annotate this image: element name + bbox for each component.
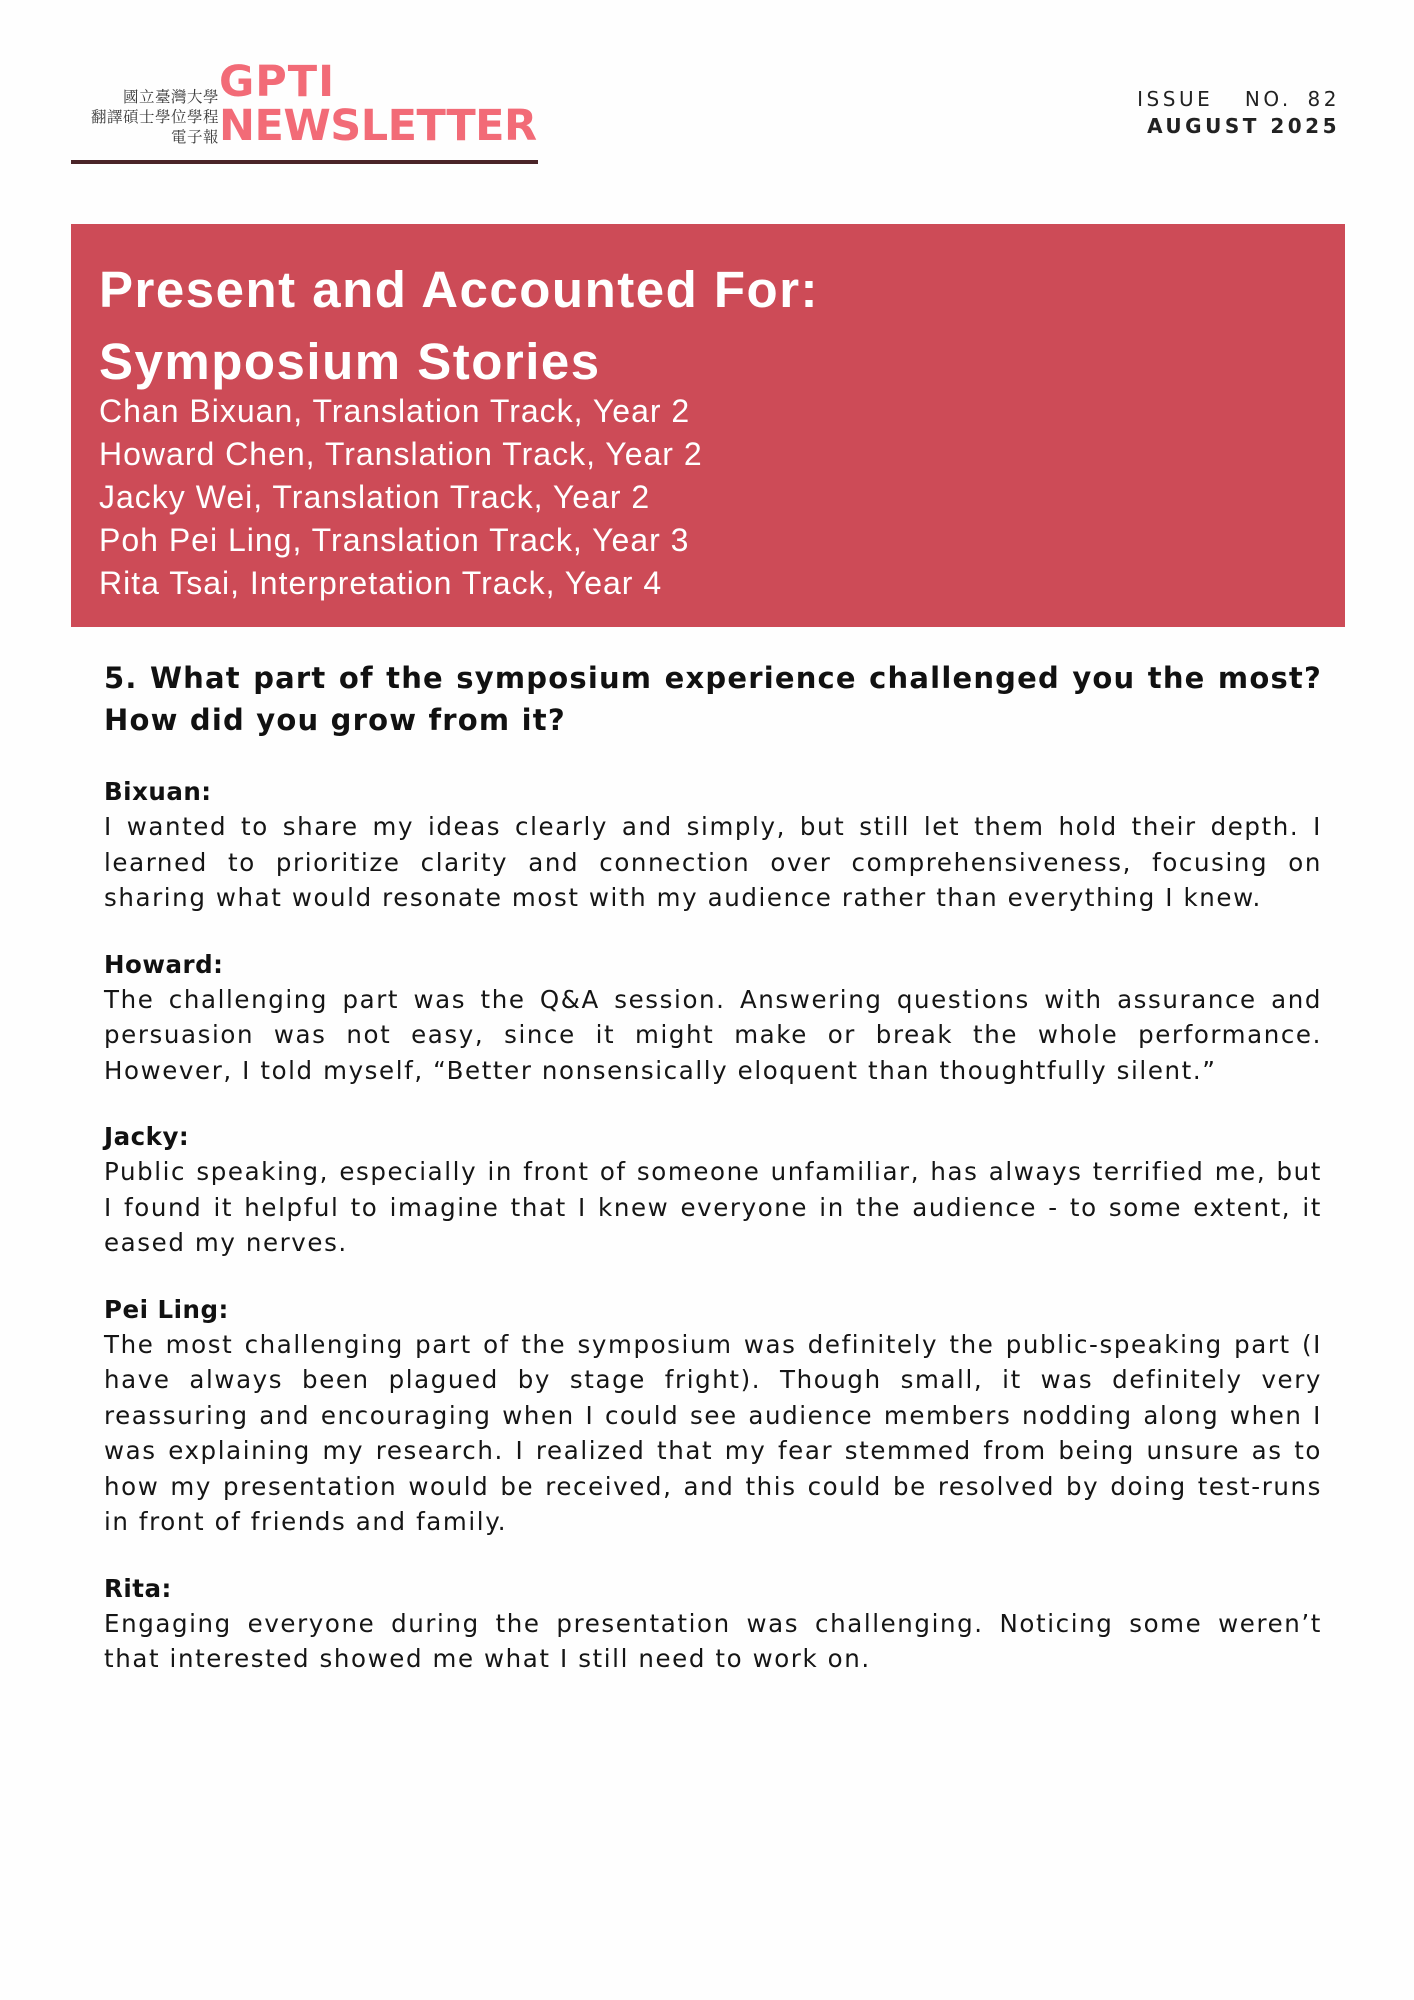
- answer-block: [104, 775, 1322, 916]
- program-name: 翻譯碩士學位學程: [90, 108, 219, 126]
- university-program-label: [71, 87, 219, 147]
- respondent-name: Howard:: [104, 949, 224, 979]
- answer-text: Engaging everyone during the presentation was challenging. Noticing some weren’t that interested showed me what I still need to work on.: [104, 1608, 1322, 1673]
- publication-type: 電子報: [170, 128, 219, 146]
- contributor-item: Poh Pei Ling, Translation Track, Year 3: [99, 522, 690, 558]
- newsletter-logo: [219, 57, 537, 151]
- contributor-item: Chan Bixuan, Translation Track, Year 2: [99, 393, 691, 429]
- respondent-name: Pei Ling:: [104, 1294, 229, 1324]
- answer-text: Public speaking, especially in front of someone unfamiliar, has always terrified me, but I found it helpful to imagine that I knew everyone in the audience - to some extent, it eased my nerves.: [104, 1157, 1322, 1257]
- answer-block: [104, 948, 1322, 1089]
- respondent-name: Rita:: [104, 1573, 172, 1603]
- logo-gpti: GPTI: [219, 57, 336, 107]
- university-name: 國立臺灣大學: [122, 88, 219, 106]
- contributor-item: Jacky Wei, Translation Track, Year 2: [99, 479, 651, 515]
- answer-text: I wanted to share my ideas clearly and simply, but still let them hold their depth. I learned to prioritize clarity and connection over comprehensiveness, focusing on sharing what would resonate most with my audience rather than everything I knew.: [104, 812, 1322, 912]
- logo-newsletter: NEWSLETTER: [219, 101, 537, 151]
- article-banner: [71, 224, 1345, 627]
- answer-text: The challenging part was the Q&A session. Answering questions with assurance and persuasion was not easy, since it might make or break the whole performance. However, I told myself, “Better nonsensically eloquent than thoughtfully silent.”: [104, 984, 1322, 1085]
- answer-block: [104, 1572, 1322, 1677]
- article-title-line-2: Symposium Stories: [99, 333, 601, 390]
- respondent-name: Jacky:: [104, 1122, 190, 1151]
- contributor-list: [99, 390, 703, 605]
- issue-number: ISSUE NO. 82: [1137, 87, 1340, 111]
- issue-date: AUGUST 2025: [1147, 114, 1340, 138]
- article-title-line-1: Present and Accounted For:: [99, 261, 820, 318]
- respondent-name: Bixuan:: [104, 777, 212, 806]
- answer-text: The most challenging part of the symposium was definitely the public-speaking part (I have always been plagued by stage fright). Though small, it was definitely very reassuring and encouraging when I could see audience members nodding along when I was explaining my research. I realized that my fear stemmed from being unsure as to how my presentation would be received, and this could be resolved by doing test-runs in front of friends and family.: [104, 1329, 1322, 1536]
- article-body: [104, 657, 1322, 1709]
- contributor-item: Rita Tsai, Interpretation Track, Year 4: [99, 565, 663, 601]
- answer-block: [104, 1293, 1322, 1540]
- issue-info: [1137, 86, 1340, 140]
- masthead-divider: [71, 160, 538, 164]
- contributor-item: Howard Chen, Translation Track, Year 2: [99, 436, 703, 472]
- interview-question: 5. What part of the symposium experience challenged you the most? How did you grow from it?: [104, 661, 1322, 737]
- newsletter-masthead: [71, 57, 538, 164]
- answer-block: [104, 1120, 1322, 1261]
- article-title: [99, 254, 819, 398]
